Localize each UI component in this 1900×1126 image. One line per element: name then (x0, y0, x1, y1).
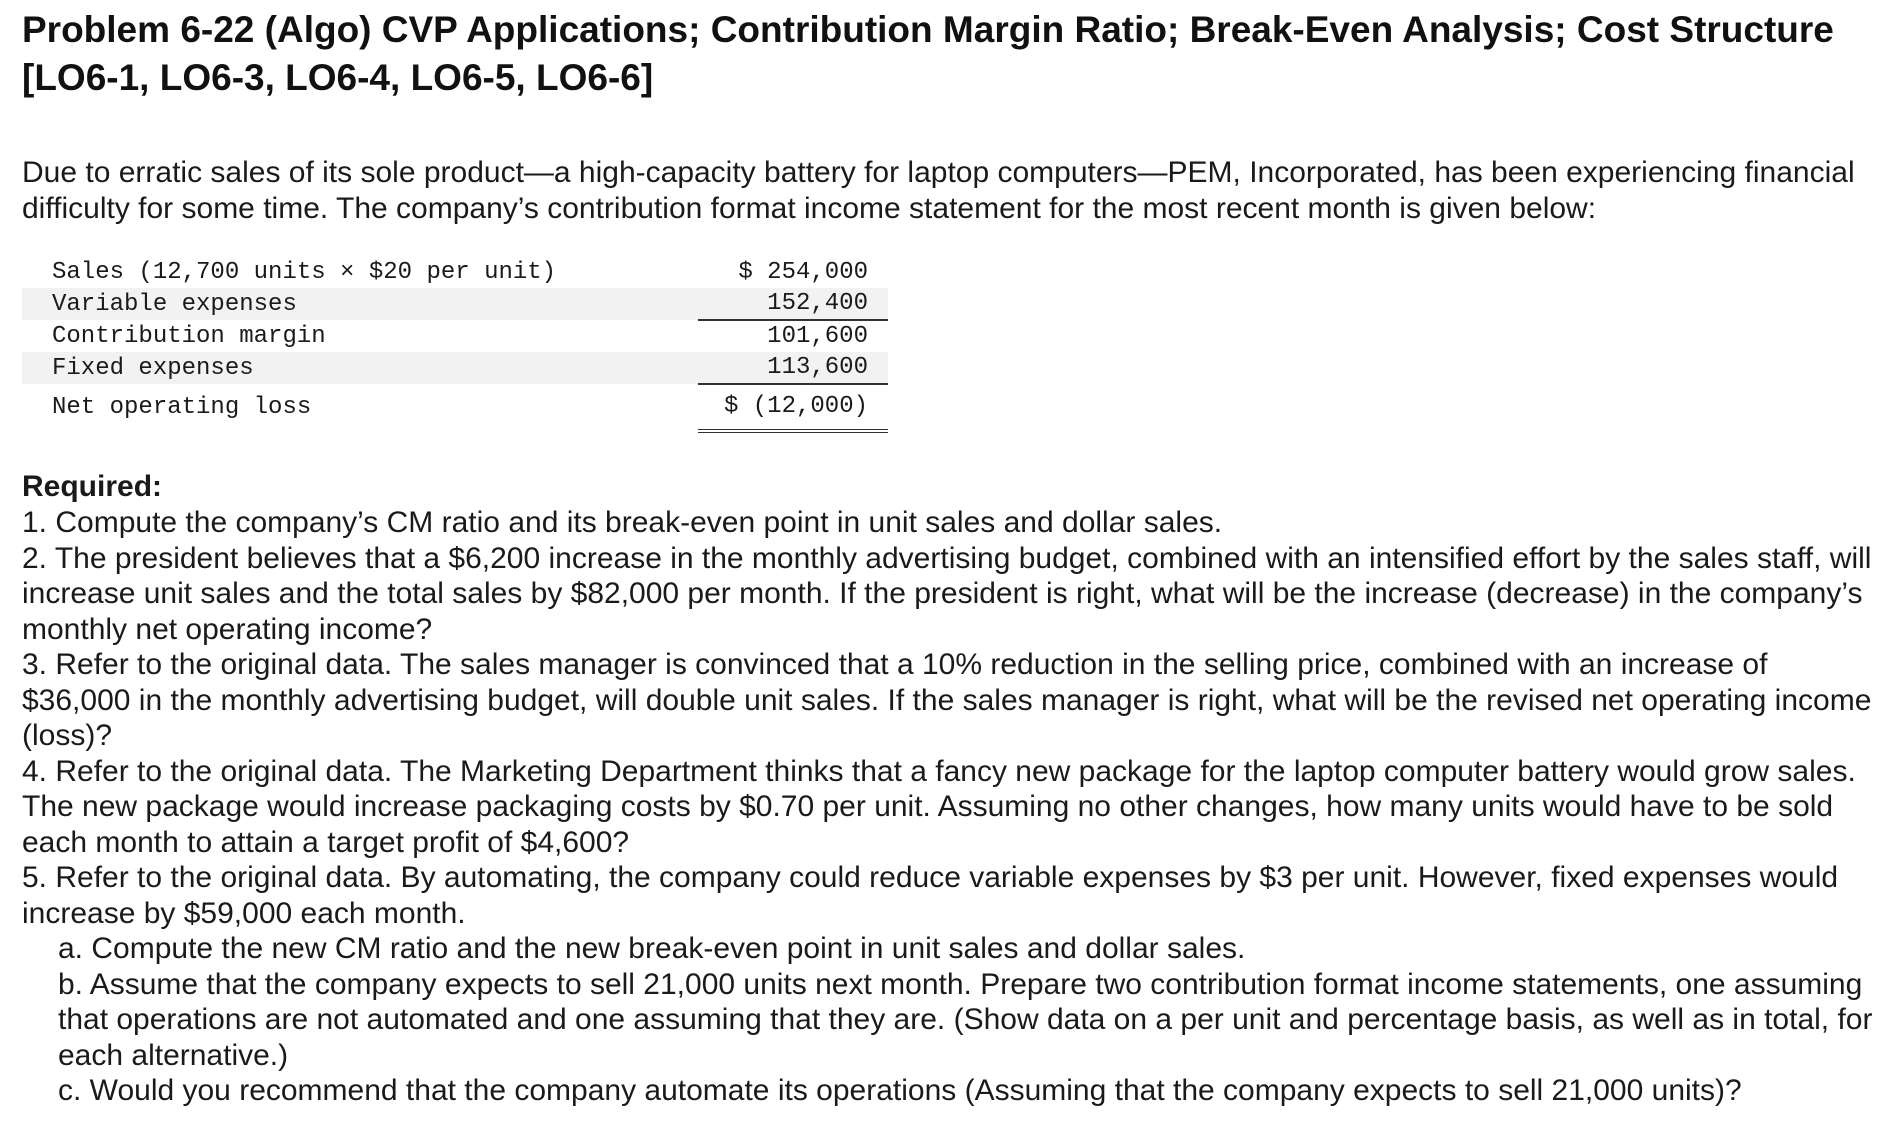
required-item-3: 3. Refer to the original data. The sales manager is convinced that a 10% reduction in the selling price, combined with an increase of $36,000 in the monthly advertising budget, will double unit sales. If the sales manager is right, what will be the revised net operating income (loss)? (22, 648, 1872, 752)
problem-title: Problem 6-22 (Algo) CVP Applications; Contribution Margin Ratio; Break-Even Analysis; Cost Structure [LO6-1, LO6-3, LO6-4, LO6-5, LO6-6] (22, 9, 1834, 98)
problem-page (22, 0, 1882, 1109)
required-heading: Required: (22, 470, 163, 503)
required-item-5: 5. Refer to the original data. By automating, the company could reduce variable expenses by $3 per unit. However, fixed expenses would increase by $59,000 each month. (22, 861, 1839, 930)
income-row-label: Contribution margin (52, 322, 326, 350)
required-item-5c: c. Would you recommend that the company automate its operations (Assuming that the company expects to sell 21,000 units)? (58, 1074, 1742, 1107)
income-row-amount: 152,400 (698, 288, 888, 320)
required-item-5a: a. Compute the new CM ratio and the new break-even point in unit sales and dollar sales. (58, 932, 1246, 965)
income-row-label: Variable expenses (22, 288, 698, 320)
required-item-5b: b. Assume that the company expects to sell 21,000 units next month. Prepare two contribution format income statements, one assuming that operations are not automated and one assuming that they are. (Show data on a per unit and percentage basis, as well as in total, for each alternative.) (58, 967, 1873, 1072)
income-row-net-operating-loss (22, 384, 888, 431)
income-row-amount: $ (12,000) (698, 384, 888, 431)
income-row-fixed-expenses (22, 352, 888, 384)
income-row-label: Sales (12,700 units × $20 per unit) (52, 259, 557, 286)
income-row-contribution-margin (22, 320, 888, 352)
income-row-label: Fixed expenses (22, 352, 698, 384)
income-row-sales (22, 257, 888, 288)
required-item-2: 2. The president believes that a $6,200 increase in the monthly advertising budget, combined with an intensified effort by the sales staff, will increase unit sales and the total sales by $82,000 per month. If the president is right, what will be the increase (decrease) in the company’s monthly net operating income? (22, 541, 1872, 646)
income-row-amount: 101,600 (767, 323, 868, 350)
required-item-1: 1. Compute the company’s CM ratio and its break-even point in unit sales and dollar sales. (22, 506, 1223, 539)
income-row-amount: $ 254,000 (738, 259, 868, 286)
income-row-variable-expenses (22, 288, 888, 320)
income-row-amount: 113,600 (698, 352, 888, 384)
income-statement-table (22, 257, 888, 433)
problem-intro: Due to erratic sales of its sole product—a high-capacity battery for laptop computers—PEM, Incorporated, has been experiencing financial difficulty for some time. The company’s contribution format income statement for the most recent month is given below: (22, 156, 1855, 225)
income-row-label: Net operating loss (52, 393, 312, 421)
required-item-4: 4. Refer to the original data. The Marketing Department thinks that a fancy new package for the laptop computer battery would grow sales. The new package would increase packaging costs by $0.70 per unit. Assuming no other changes, how many units would have to be sold each month to attain a target profit of $4,600? (22, 754, 1856, 859)
